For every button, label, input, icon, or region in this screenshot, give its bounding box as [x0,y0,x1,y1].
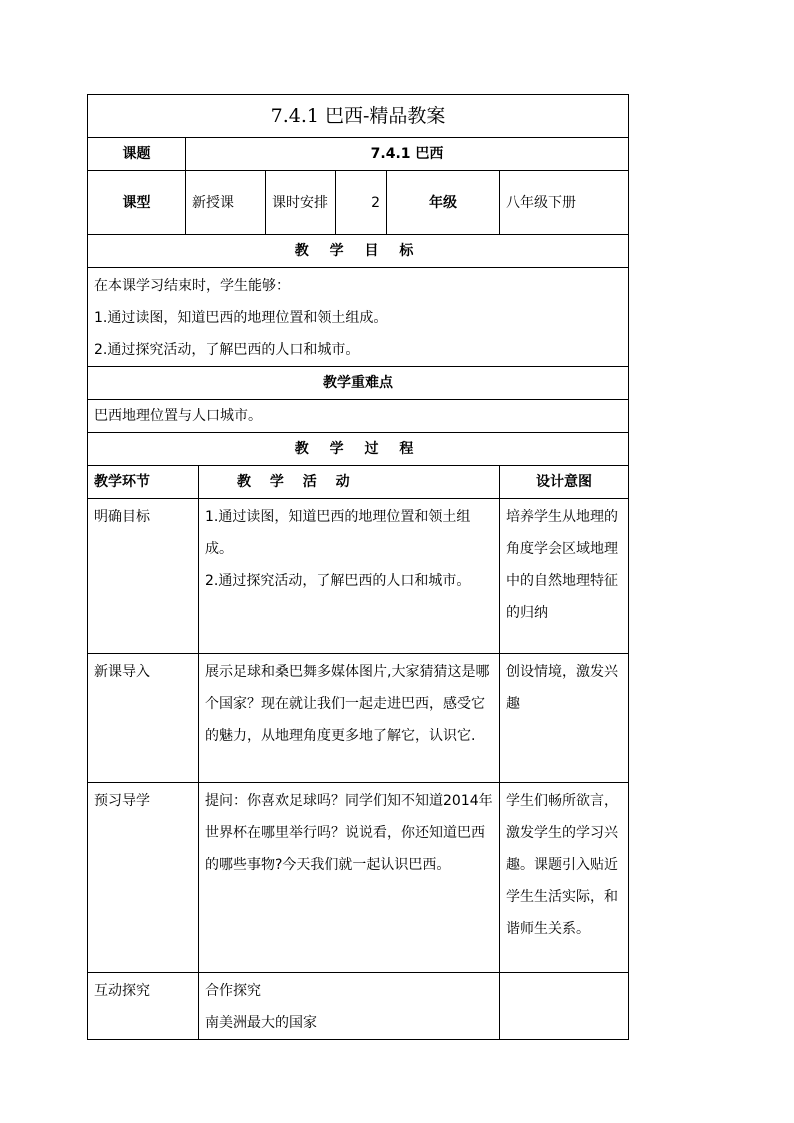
stage-cell: 预习导学 [88,783,199,973]
lesson-plan-table [87,94,629,1040]
activity-line: 1.通过读图，知道巴西的地理位置和领土组成。 [205,509,471,557]
objectives-row [88,268,629,367]
type-value: 新授课 [186,171,266,235]
objective-line: 1.通过读图，知道巴西的地理位置和领土组成。 [94,310,388,326]
activity-line: 合作探究 [205,983,261,999]
document-title: 7.4.1 巴西-精品教案 [88,95,629,138]
process-columns-row [88,466,629,499]
intent-cell: 学生们畅所欲言，激发学生的学习兴趣。课题引入贴近学生生活实际，和谐师生关系。 [500,783,629,973]
type-label: 课型 [88,171,186,235]
activity-line: 2.通过探究活动，了解巴西的人口和城市。 [205,573,471,589]
activity-cell: 展示足球和桑巴舞多媒体图片,大家猜猜这是哪个国家？现在就让我们一起走进巴西，感受它的魅力，从地理角度更多地了解它，认识它. [199,654,500,783]
objectives-text [88,268,629,367]
topic-value: 7.4.1 巴西 [186,138,629,171]
objective-line: 2.通过探究活动，了解巴西的人口和城市。 [94,342,360,358]
process-row [88,499,629,654]
process-row [88,783,629,973]
column-intent-header: 设计意图 [500,466,629,499]
activity-cell: 提问：你喜欢足球吗？同学们知不知道2014年世界杯在哪里举行吗？说说看，你还知道巴西的哪些事物?今天我们就一起认识巴西。 [199,783,500,973]
process-header: 教 学 过 程 [88,433,629,466]
keypoints-header: 教学重难点 [88,367,629,400]
keypoints-row [88,400,629,433]
objectives-header-row [88,235,629,268]
type-row [88,171,629,235]
column-activity-header: 教 学 活 动 [199,466,500,499]
keypoints-header-row [88,367,629,400]
title-row [88,95,629,138]
topic-label: 课题 [88,138,186,171]
stage-cell: 明确目标 [88,499,199,654]
activity-cell [199,499,500,654]
keypoints-text: 巴西地理位置与人口城市。 [88,400,629,433]
topic-row [88,138,629,171]
process-header-row [88,433,629,466]
activity-cell [199,973,500,1040]
process-row [88,973,629,1040]
grade-label: 年级 [387,171,500,235]
column-stage-header: 教学环节 [88,466,199,499]
hours-label: 课时安排 [266,171,336,235]
stage-cell: 新课导入 [88,654,199,783]
stage-cell: 互动探究 [88,973,199,1040]
objectives-header: 教 学 目 标 [88,235,629,268]
activity-line: 南美洲最大的国家 [205,1015,317,1031]
grade-value: 八年级下册 [500,171,629,235]
intent-cell: 培养学生从地理的角度学会区域地理中的自然地理特征的归纳 [500,499,629,654]
objective-line: 在本课学习结束时，学生能够： [94,278,290,294]
intent-cell: 创设情境，激发兴趣 [500,654,629,783]
intent-cell [500,973,629,1040]
hours-value: 2 [336,171,387,235]
process-row [88,654,629,783]
